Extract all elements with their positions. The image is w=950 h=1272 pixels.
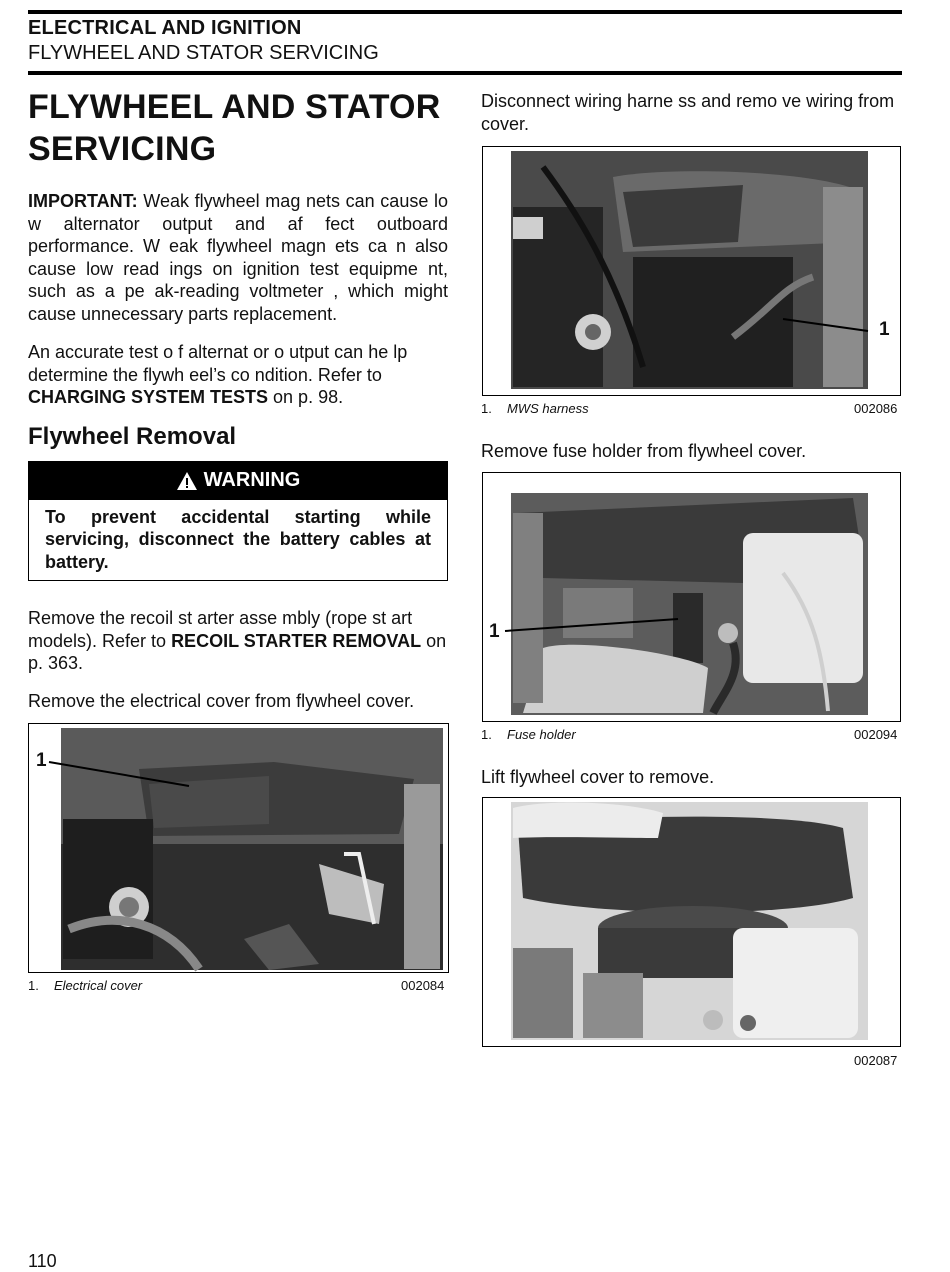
figure-caption: MWS harness — [507, 401, 589, 416]
test-paragraph — [28, 341, 448, 409]
figure-id: 002094 — [854, 727, 898, 742]
warning-header — [29, 462, 447, 500]
recoil-text: Remove the recoil st arter asse mbly (rope st art models). Refer to — [28, 608, 413, 651]
top-rule — [28, 10, 902, 14]
test-text-end: on p. 98. — [268, 387, 344, 407]
test-text: An accurate test o f alternat or o utput can he lp determine the flywh eel’s co ndition. Refer to — [28, 342, 408, 385]
fuse-holder-photo — [483, 473, 900, 721]
page-title: FLYWHEEL AND STATOR SERVICING — [28, 88, 441, 168]
mws-harness-photo — [483, 147, 900, 395]
header-rule — [28, 71, 902, 75]
important-label: IMPORTANT: — [28, 191, 138, 211]
lift-flywheel-cover-photo — [483, 798, 900, 1046]
page-number: 110 — [28, 1251, 57, 1271]
important-paragraph — [28, 190, 448, 325]
important-text: Weak flywheel mag nets can cause lo w alternator output and af fect outboard performance. W eak flywheel magn ets ca n also cause low read ings on ignition test equipme nt, such as a pe ak-reading voltmeter , which might cause unnecessary parts replacement. — [28, 191, 448, 324]
caption-number: 1. — [481, 727, 492, 742]
electrical-cover-instruction: Remove the electrical cover from flywheel cover. — [28, 690, 415, 711]
flywheel-removal-heading: Flywheel Removal — [28, 422, 237, 450]
caption-number: 1. — [481, 401, 492, 416]
callout-1: 1 — [489, 621, 500, 642]
callout-1: 1 — [879, 319, 890, 340]
left-column — [28, 86, 448, 712]
warning-label: WARNING — [203, 469, 301, 491]
figure-caption: Fuse holder — [507, 727, 576, 742]
callout-1: 1 — [36, 750, 47, 771]
figure-mws-harness — [482, 146, 901, 396]
warning-box — [28, 461, 448, 582]
figure-id: 002084 — [401, 978, 445, 993]
caption-number: 1. — [28, 978, 39, 993]
fuse-instruction: Remove fuse holder from flywheel cover. — [481, 441, 807, 461]
subsection-header: FLYWHEEL AND STATOR SERVICING — [28, 42, 379, 64]
figure-electrical-cover — [28, 723, 449, 973]
figure-lift-flywheel-cover — [482, 797, 901, 1047]
lift-instruction: Lift flywheel cover to remove. — [481, 767, 715, 787]
figure-id: 002086 — [854, 401, 898, 416]
wiring-instruction: Disconnect wiring harne ss and remo ve wiring from cover. — [481, 91, 895, 134]
warning-text: To prevent accidental starting while servicing, disconnect the battery cables at battery. — [45, 506, 431, 572]
figure-id: 002087 — [854, 1053, 898, 1068]
charging-system-tests-ref: CHARGING SYSTEM TESTS — [28, 387, 269, 407]
recoil-paragraph — [28, 607, 448, 675]
figure-fuse-holder — [482, 472, 901, 722]
figure-caption: Electrical cover — [54, 978, 143, 993]
warning-triangle-icon — [176, 471, 198, 491]
electrical-cover-photo — [29, 724, 448, 972]
section-header: ELECTRICAL AND IGNITION — [28, 17, 302, 39]
recoil-text-end: on p. 363. — [28, 630, 447, 673]
recoil-starter-removal-ref: RECOIL STARTER REMOVAL — [171, 630, 422, 651]
